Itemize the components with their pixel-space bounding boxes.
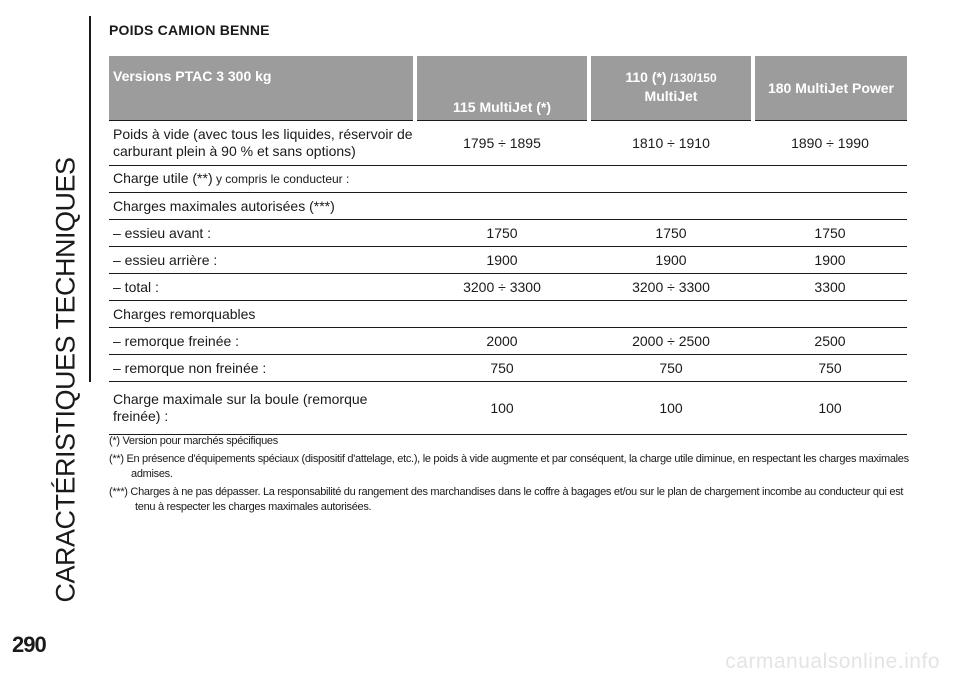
table-header-row [109, 56, 907, 121]
row-label-line1: Charge maximale sur la boule (remorque [113, 391, 368, 407]
side-section-title-text: CARACTÉRISTIQUES TECHNIQUES [50, 157, 81, 603]
value-180: 750 [753, 355, 907, 382]
row-label [109, 121, 415, 166]
value-110: 100 [589, 382, 753, 435]
footnote-1: (*) Version pour marchés spécifiques [109, 435, 278, 447]
value-110: 2000 ÷ 2500 [589, 328, 753, 355]
value-110: 3200 ÷ 3300 [589, 274, 753, 301]
value-180: 2500 [753, 328, 907, 355]
value-110: 750 [589, 355, 753, 382]
value-110: 1810 ÷ 1910 [589, 121, 753, 166]
watermark: carmanualsonline.info [725, 650, 940, 673]
value-115: 1750 [415, 220, 589, 247]
header-110-130-150-multijet [589, 56, 753, 121]
table-row [109, 121, 907, 166]
table-row [109, 382, 907, 435]
row-label-small: y compris le conducteur : [212, 172, 350, 186]
table-row [109, 247, 907, 274]
table-row [109, 220, 907, 247]
header-110-small: /130/150 [666, 71, 717, 85]
row-label: – total : [109, 274, 415, 301]
weights-table [109, 56, 907, 435]
row-label-line2: freinée) : [113, 408, 169, 424]
table-row [109, 355, 907, 382]
header-115-multijet: 115 MultiJet (*) [415, 56, 589, 121]
header-110-main: 110 (*) [625, 69, 667, 85]
row-label-main: Charge utile (**) [113, 170, 213, 186]
footnotes [109, 434, 909, 518]
value-115: 750 [415, 355, 589, 382]
value-115: 1795 ÷ 1895 [415, 121, 589, 166]
value-115: 100 [415, 382, 589, 435]
row-label [109, 382, 415, 435]
table-row [109, 193, 907, 220]
footnote-2: (**) En présence d'équipements spéciaux (dispositif d'attelage, etc.), le poids à vide augmente et par conséquent, la charge utile diminue, en respectant les charges maximales admises. [109, 453, 909, 480]
value-180: 1900 [753, 247, 907, 274]
table-row [109, 166, 907, 193]
header-versions: Versions PTAC 3 300 kg [109, 56, 415, 121]
value-180: 3300 [753, 274, 907, 301]
value-110: 1900 [589, 247, 753, 274]
row-label: – essieu arrière : [109, 247, 415, 274]
value-115: 3200 ÷ 3300 [415, 274, 589, 301]
row-label: – remorque freinée : [109, 328, 415, 355]
page-number: 290 [12, 632, 46, 657]
row-label: Charges remorquables [109, 301, 907, 328]
value-115: 1900 [415, 247, 589, 274]
table-row [109, 274, 907, 301]
table-heading: POIDS CAMION BENNE [109, 22, 270, 38]
row-label [109, 166, 907, 193]
value-180: 1750 [753, 220, 907, 247]
header-110-line2: MultiJet [644, 88, 698, 104]
row-label: – essieu avant : [109, 220, 415, 247]
footnote-3: (***) Charges à ne pas dépasser. La responsabilité du rangement des marchandises dans le coffre à bagages et/ou sur le plan de chargement incombe au conducteur qui est tenu à respecter les charges maximales autorisées. [109, 486, 904, 513]
row-label: Charges maximales autorisées (***) [109, 193, 907, 220]
side-rule [89, 16, 91, 382]
row-label-line1: Poids à vide (avec tous les liquides, réservoir de [113, 126, 413, 142]
table-row [109, 328, 907, 355]
table-row [109, 301, 907, 328]
value-110: 1750 [589, 220, 753, 247]
value-180: 100 [753, 382, 907, 435]
value-115: 2000 [415, 328, 589, 355]
header-180-multijet-power: 180 MultiJet Power [753, 56, 907, 121]
value-180: 1890 ÷ 1990 [753, 121, 907, 166]
row-label: – remorque non freinée : [109, 355, 415, 382]
row-label-line2: carburant plein à 90 % et sans options) [113, 143, 356, 159]
